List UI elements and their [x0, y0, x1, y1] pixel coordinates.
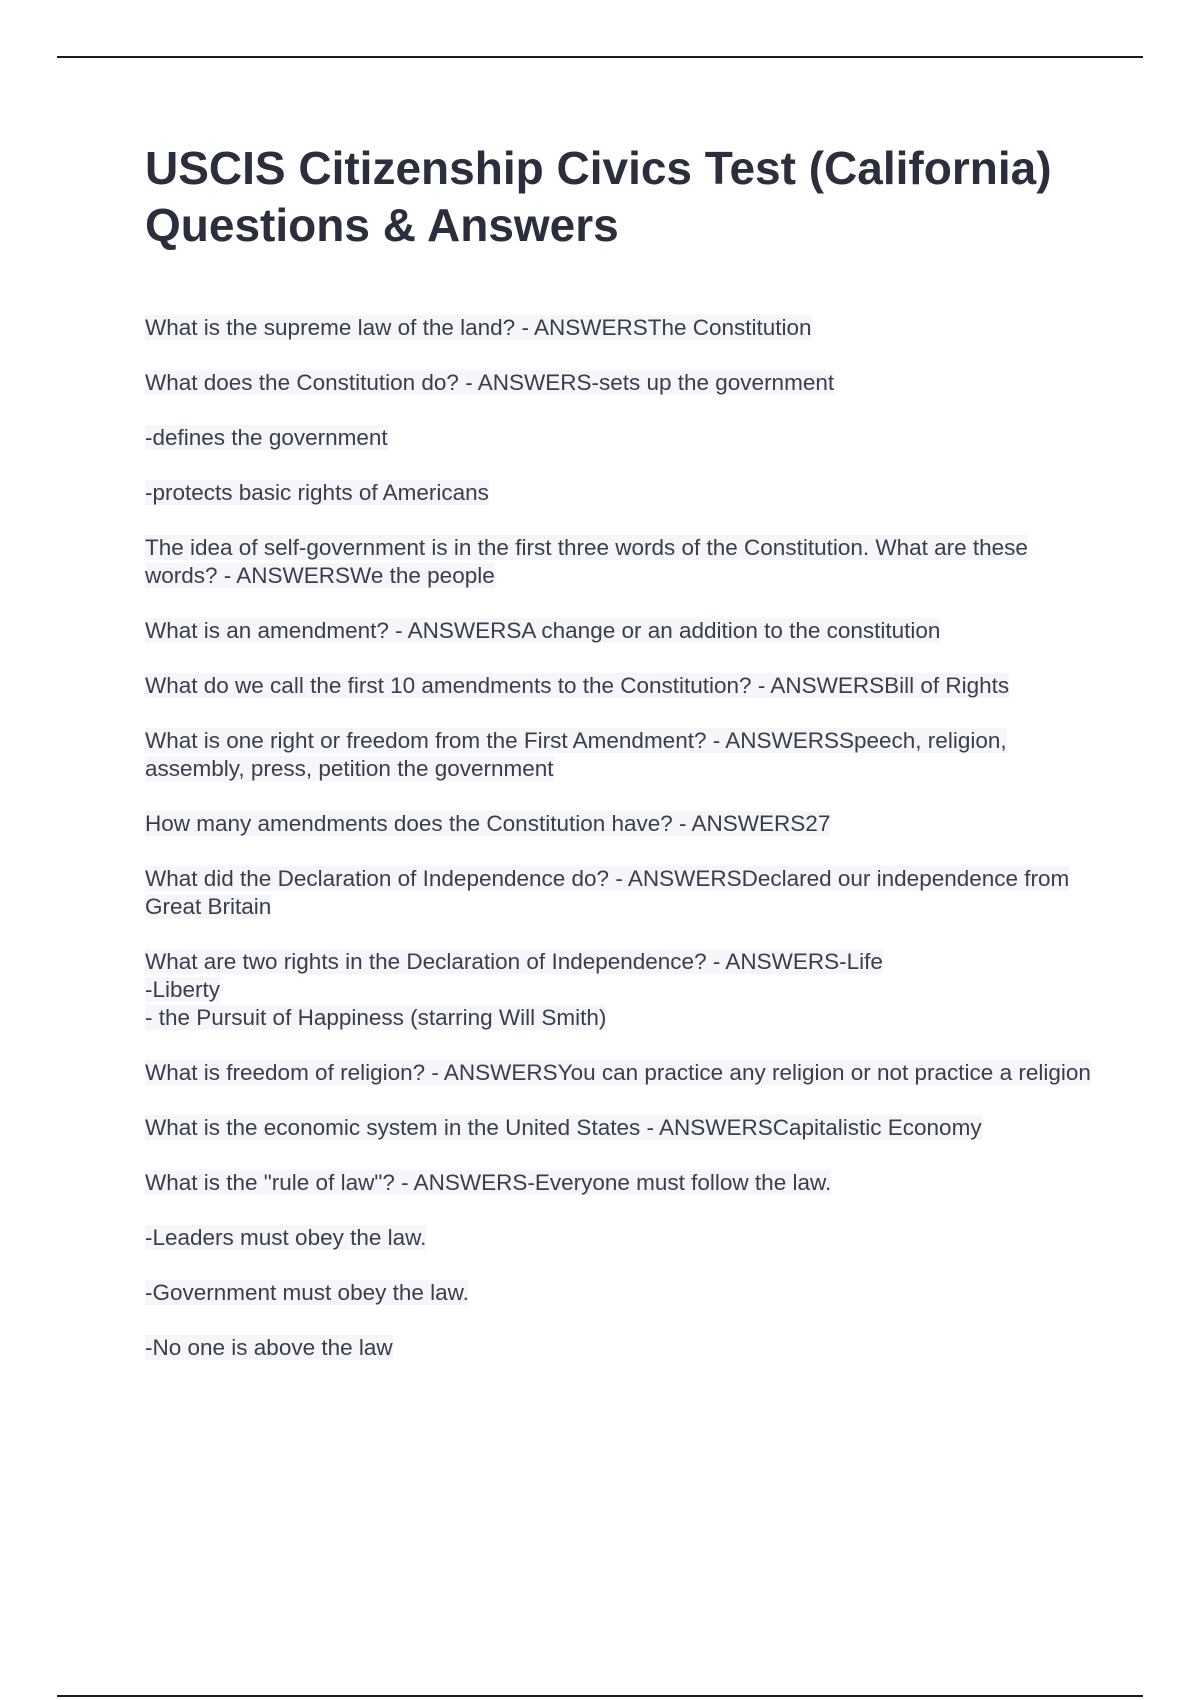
document-title: USCIS Citizenship Civics Test (California) Questions & Answers	[145, 142, 1052, 251]
top-rule	[57, 56, 1143, 58]
qa-paragraph: What is freedom of religion? - ANSWERSYou can practice any religion or not practice a religion	[145, 1060, 1091, 1085]
qa-paragraph: What did the Declaration of Independence do? - ANSWERSDeclared our independence from Great Britain	[145, 866, 1070, 919]
qa-paragraph: What is one right or freedom from the First Amendment? - ANSWERSSpeech, religion, assembly, press, petition the government	[145, 728, 1007, 781]
qa-paragraph: What do we call the first 10 amendments to the Constitution? - ANSWERSBill of Rights	[145, 673, 1010, 698]
qa-paragraph: -No one is above the law	[145, 1335, 393, 1360]
qa-paragraph: How many amendments does the Constitution have? - ANSWERS27	[145, 811, 831, 836]
qa-paragraph: What is the economic system in the United States - ANSWERSCapitalistic Economy	[145, 1115, 982, 1140]
qa-paragraph: The idea of self-government is in the first three words of the Constitution. What are these words? - ANSWERSWe the people	[145, 535, 1028, 588]
bottom-rule	[57, 1695, 1143, 1697]
document-body	[145, 140, 1105, 1362]
qa-paragraph: What are two rights in the Declaration of Independence? - ANSWERS-Life -Liberty - the Pursuit of Happiness (starring Will Smith)	[145, 949, 883, 1030]
qa-paragraph: -Government must obey the law.	[145, 1280, 469, 1305]
qa-paragraph: What is the supreme law of the land? - ANSWERSThe Constitution	[145, 315, 812, 340]
qa-paragraph: What is the "rule of law"? - ANSWERS-Everyone must follow the law.	[145, 1170, 832, 1195]
qa-paragraph: What is an amendment? - ANSWERSA change or an addition to the constitution	[145, 618, 941, 643]
qa-paragraph: -Leaders must obey the law.	[145, 1225, 427, 1250]
qa-paragraph: -defines the government	[145, 425, 388, 450]
qa-paragraph: -protects basic rights of Americans	[145, 480, 489, 505]
qa-paragraph: What does the Constitution do? - ANSWERS-sets up the government	[145, 370, 835, 395]
